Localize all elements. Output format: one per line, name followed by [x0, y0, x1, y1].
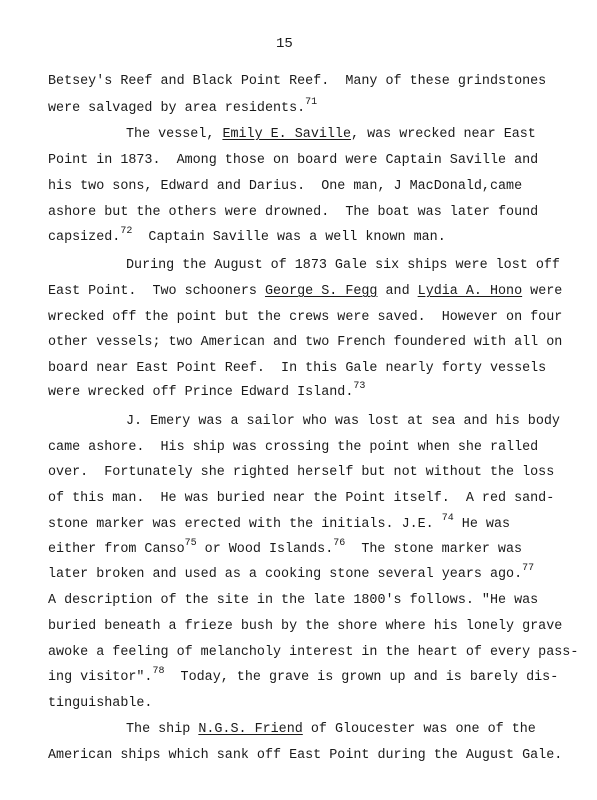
footnote-ref: 72	[120, 226, 133, 237]
ship-name: George S. Fegg	[264, 284, 378, 299]
text-line: tinguishable.	[48, 696, 153, 711]
footnote-ref: 74	[441, 513, 454, 524]
text-line: ashore but the others were drowned. The boat was later found	[48, 205, 539, 220]
text-line: Point in 1873. Among those on board were Captain Saville and	[48, 153, 539, 168]
text-line: were wrecked off Prince Edward Island.$^{73}$	[48, 381, 366, 400]
text-line: were salvaged by area residents.$^{71}$	[48, 97, 318, 116]
text-line: capsized.$^{72}$ Captain Saville was a well known man.	[48, 226, 446, 245]
footnote-ref: 75	[184, 538, 197, 549]
text-line: board near East Point Reef. In this Gale nearly forty vessels	[48, 361, 547, 376]
text-line: During the August of 1873 Gale six ships were lost off	[126, 258, 560, 273]
text-line: A description of the site in the late 1800's follows. "He was	[48, 593, 539, 608]
text-line: his two sons, Edward and Darius. One man, J MacDonald,came	[48, 179, 523, 194]
text-line: either from Canso$^{75}$ or Wood Islands.$^{76}$ The stone marker was	[48, 538, 523, 557]
text-line: wrecked off the point but the crews were saved. However on four	[48, 310, 563, 325]
ship-name: Emily E. Saville	[222, 127, 352, 142]
text-line: came ashore. His ship was crossing the point when she ralled	[48, 440, 539, 455]
text-line: awoke a feeling of melancholy interest in the heart of every pass-	[48, 645, 579, 660]
text-line: The ship N.G.S. Friend of Gloucester was one of the	[126, 722, 536, 737]
text-line: East Point. Two schooners George S. Fegg and Lydia A. Hono were	[48, 284, 563, 299]
text-line: J. Emery was a sailor who was lost at sea and his body	[126, 414, 560, 429]
page-number: 15	[276, 36, 293, 52]
text-line: other vessels; two American and two French foundered with all on	[48, 335, 563, 350]
footnote-ref: 76	[333, 538, 346, 549]
text-line: later broken and used as a cooking stone several years ago.$^{77}$	[48, 563, 535, 582]
text-line: of this man. He was buried near the Point itself. A red sand-	[48, 491, 555, 506]
text-line: ing visitor".$^{78}$ Today, the grave is grown up and is barely dis-	[48, 666, 559, 685]
text-line: stone marker was erected with the initials. J.E. $^{74}$ He was	[48, 513, 511, 532]
text-line: Betsey's Reef and Black Point Reef. Many of these grindstones	[48, 74, 547, 89]
footnote-ref: 78	[152, 666, 165, 677]
text-line: buried beneath a frieze bush by the shore where his lonely grave	[48, 619, 563, 634]
ship-name: N.G.S. Friend	[198, 722, 303, 737]
text-line: The vessel, Emily E. Saville, was wrecked near East	[126, 127, 536, 142]
text-line: over. Fortunately she righted herself but not without the loss	[48, 465, 555, 480]
text-line: American ships which sank off East Point during the August Gale.	[48, 748, 563, 763]
footnote-ref: 71	[305, 97, 318, 108]
footnote-ref: 73	[353, 381, 366, 392]
footnote-ref: 77	[522, 563, 535, 574]
ship-name: Lydia A. Hono	[417, 284, 523, 299]
